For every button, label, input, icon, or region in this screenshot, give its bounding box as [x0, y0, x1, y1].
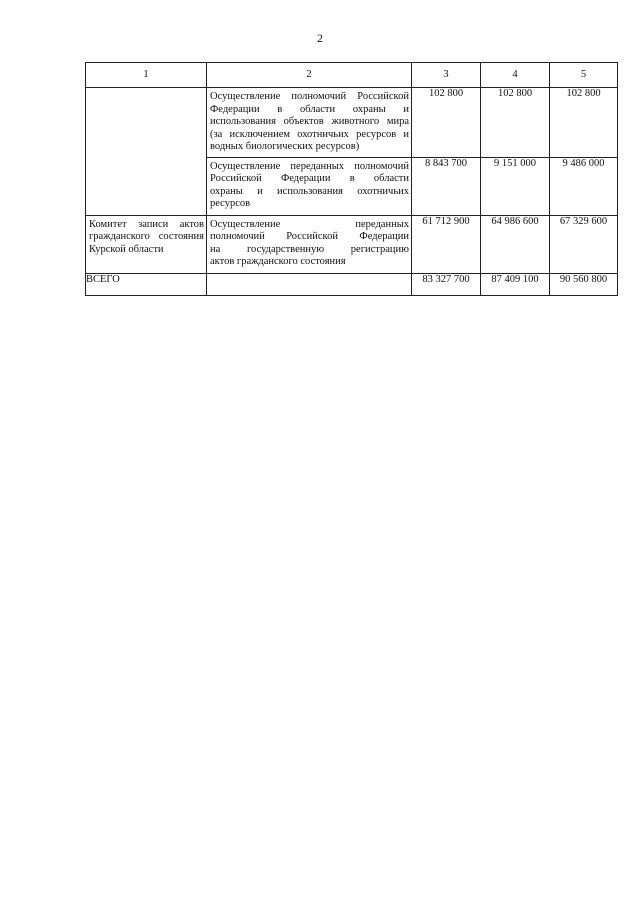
value-col4: 9 151 000: [481, 157, 550, 215]
recipient-cell-empty: [86, 88, 207, 216]
table-row: [86, 88, 618, 158]
total-value-col5: 90 560 800: [550, 273, 618, 295]
description-line: водных биологических ресурсов): [210, 141, 360, 152]
header-cell-4: 4: [481, 63, 550, 88]
total-value-col3: 83 327 700: [412, 273, 481, 295]
description-line: Осуществление переданных: [210, 218, 409, 230]
header-cell-5: 5: [550, 63, 618, 88]
total-value-col4: 87 409 100: [481, 273, 550, 295]
description-line: на государственную регистрацию: [210, 243, 409, 255]
table-header-row: [86, 63, 618, 88]
description-line: Федерации в области охраны и: [210, 103, 409, 115]
value-col3: 102 800: [412, 88, 481, 158]
description-line: (за исключением охотничьих ресурсов и: [210, 128, 409, 140]
description-line: Осуществление переданных полномочий: [210, 160, 409, 172]
description-cell: [207, 88, 412, 158]
recipient-line: Комитет записи актов: [89, 218, 204, 230]
description-line: Осуществление полномочий Российской: [210, 91, 409, 102]
value-col3: 61 712 900: [412, 215, 481, 273]
description-cell: [207, 157, 412, 215]
recipient-line: Курской области: [89, 243, 164, 255]
page-number: 2: [317, 31, 323, 45]
description-line: использования объектов животного мира: [210, 116, 409, 127]
total-row: [86, 273, 618, 295]
recipient-cell: [86, 215, 207, 273]
value-col4: 102 800: [481, 88, 550, 158]
description-line: охраны и использования охотничьих: [210, 185, 409, 197]
value-col3: 8 843 700: [412, 157, 481, 215]
total-label: ВСЕГО: [86, 273, 207, 295]
budget-table: [85, 62, 618, 296]
value-col5: 67 329 600: [550, 215, 618, 273]
description-line: Российской Федерации в области: [210, 173, 409, 184]
total-description-empty: [207, 273, 412, 295]
table-row: [86, 215, 618, 273]
description-line: актов гражданского состояния: [210, 256, 346, 267]
header-cell-1: 1: [86, 63, 207, 88]
header-cell-3: 3: [412, 63, 481, 88]
recipient-line: гражданского состояния: [89, 231, 204, 242]
description-cell: [207, 215, 412, 273]
header-cell-2: 2: [207, 63, 412, 88]
value-col4: 64 986 600: [481, 215, 550, 273]
description-line: ресурсов: [210, 198, 251, 209]
value-col5: 102 800: [550, 88, 618, 158]
description-line: полномочий Российской Федерации: [210, 231, 409, 242]
value-col5: 9 486 000: [550, 157, 618, 215]
